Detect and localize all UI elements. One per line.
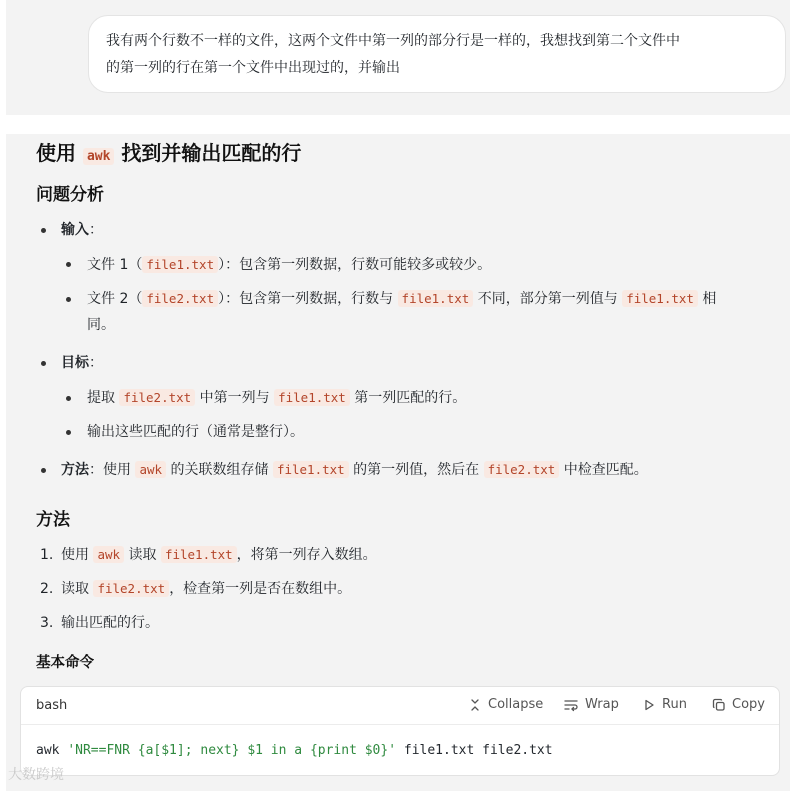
copy-icon xyxy=(712,698,726,712)
run-button[interactable] xyxy=(642,696,687,714)
code-block xyxy=(20,686,780,776)
inline-code: file1.txt xyxy=(622,290,698,307)
inline-code: file2.txt xyxy=(93,580,169,597)
step-number: 1. xyxy=(40,547,54,563)
bullet-dot xyxy=(66,297,71,302)
collapse-button[interactable] xyxy=(468,696,543,714)
bullet-file1: 文件 1（ file1.txt ）：包含第一列数据，行数可能较多或较少。 xyxy=(87,257,492,273)
copy-label: Copy xyxy=(732,697,765,712)
watermark: 大数跨境 xyxy=(8,767,64,783)
inline-code: file2.txt xyxy=(484,461,560,478)
bullet-file2-wrap: 同。 xyxy=(87,317,115,333)
bullet-file2: 文件 2（ file2.txt ）：包含第一列数据，行数与 file1.txt 不同，部分第一列值与 file1.txt 相 xyxy=(87,291,717,307)
step-1: 使用 awk 读取 file1.txt ，将第一列存入数组。 xyxy=(61,547,377,563)
step-number: 3. xyxy=(40,615,54,631)
bullet-input: 输入： xyxy=(61,222,103,238)
bullet-dot xyxy=(41,228,46,233)
section-heading-method: 方法 xyxy=(36,510,70,530)
inline-code: file1.txt xyxy=(142,256,218,273)
step-2: 读取 file2.txt ，检查第一列是否在数组中。 xyxy=(61,581,352,597)
run-icon xyxy=(642,698,656,712)
inline-code: file1.txt xyxy=(398,290,474,307)
inline-code: awk xyxy=(83,148,114,165)
collapse-label: Collapse xyxy=(488,697,544,712)
step-3: 输出匹配的行。 xyxy=(61,615,159,631)
bullet-dot xyxy=(66,430,71,435)
user-message-line-2: 的第一列的行在第一个文件中出现过的，并输出 xyxy=(106,60,400,76)
inline-code: file2.txt xyxy=(119,389,195,406)
collapse-icon xyxy=(468,698,482,712)
section-heading-analysis: 问题分析 xyxy=(36,185,104,205)
inline-code: file1.txt xyxy=(274,389,350,406)
step-number: 2. xyxy=(40,581,54,597)
bullet-dot xyxy=(66,396,71,401)
bullet-dot xyxy=(41,468,46,473)
inline-code: file1.txt xyxy=(161,546,237,563)
inline-code: awk xyxy=(135,461,166,478)
copy-button[interactable] xyxy=(712,696,765,714)
bullet-dot xyxy=(66,262,71,267)
bullet-goal: 目标： xyxy=(61,355,103,371)
answer-title: 使用 awk 找到并输出匹配的行 xyxy=(36,141,302,165)
section-heading-basic-command: 基本命令 xyxy=(36,655,94,671)
code-content[interactable]: awk 'NR==FNR {a[$1]; next} $1 in a {print $0}' file1.txt file2.txt xyxy=(36,743,553,758)
inline-code: file2.txt xyxy=(142,290,218,307)
user-message-line-1: 我有两个行数不一样的文件，这两个文件中第一列的部分行是一样的，我想找到第二个文件中 xyxy=(106,33,680,49)
wrap-button[interactable] xyxy=(563,696,619,714)
bullet-dot xyxy=(41,361,46,366)
bullet-method: 方法：使用 awk 的关联数组存储 file1.txt 的第一列值，然后在 file2.txt 中检查匹配。 xyxy=(61,462,648,478)
wrap-label: Wrap xyxy=(585,697,619,712)
user-message-bubble xyxy=(88,15,786,93)
bullet-goal-item-1: 提取 file2.txt 中第一列与 file1.txt 第一列匹配的行。 xyxy=(87,390,467,406)
inline-code: awk xyxy=(93,546,124,563)
bullet-goal-item-2: 输出这些匹配的行（通常是整行）。 xyxy=(87,424,304,440)
run-label: Run xyxy=(662,697,687,712)
wrap-icon xyxy=(563,698,579,712)
inline-code: file1.txt xyxy=(273,461,349,478)
code-block-header xyxy=(21,687,779,725)
code-language-label: bash xyxy=(36,698,68,713)
